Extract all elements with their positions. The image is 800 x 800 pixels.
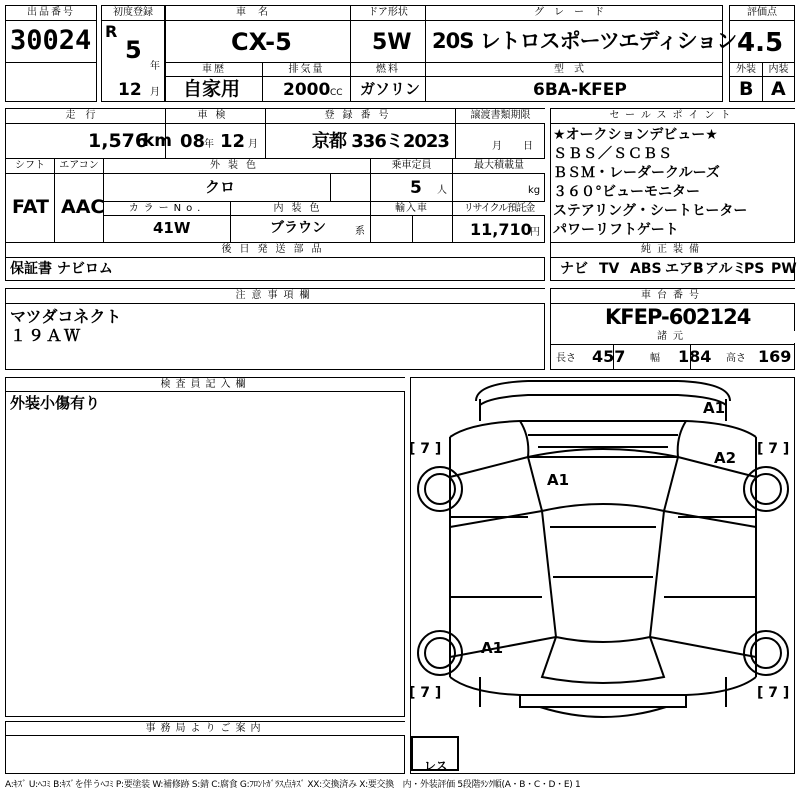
later-parts-label: 後日発送部品 [6,243,545,257]
car-diagram [410,377,795,774]
note-line-2: １９ＡＷ [10,326,83,345]
legend: A:ｷｽﾞ U:ﾍｺﾐ B:ｷｽﾞを伴うﾍｺﾐ P:要塗装 W:補修跡 S:錆 C:腐食 G:ﾌﾛﾝﾄｶﾞﾗｽ点ｷｽﾞ XX:交換済み X:要交換 内・外装評価 5段階ﾗﾝｸ順(A・B・C・D・E) 1 [5,780,581,790]
mileage: 1,576 [88,130,149,152]
shift-label: シフト [6,159,54,173]
aircon: AAC [61,196,105,218]
colorno-label: カラーNo. [104,202,230,215]
spare-tire: レス [424,759,448,773]
inspector-box [5,377,405,717]
height-label: 高さ [726,353,746,364]
rear-window [542,637,664,683]
width-label: 幅 [650,353,660,364]
car-name: CX-5 [231,28,292,56]
sales-point-4: ３６０°ビューモニター [553,184,700,200]
import-label: 輸入車 [371,202,452,215]
note-line-1: マツダコネクト [10,307,122,326]
car-name-label: 車名 [166,6,350,20]
month-unit: 月 [150,87,160,98]
exterior-grade: B [739,78,754,100]
dims-label: 諸元 [551,331,795,343]
tire-mark-fl: [ 7 ] [409,441,442,457]
grade-label: グレード [426,6,722,20]
inspection-month: 12 [220,131,246,152]
overall-score: 4.5 [737,28,784,58]
equip-navi: ナビ [560,261,588,277]
equip-abs: ABS [630,261,662,277]
damage-mark-windshield: A1 [547,471,570,489]
inspection-month-unit: 月 [248,139,258,150]
sales-point-6: パワーリフトゲート [553,222,679,238]
mileage-label: 走行 [6,109,165,123]
equip-tv: TV [599,261,620,277]
maxload-unit: kg [528,185,541,196]
door-type: 5W [372,30,412,55]
int-color-label: 内装色 [231,202,370,215]
color-number: 41W [153,219,191,237]
length: 457 [592,347,626,366]
recycle-fee: 11,710 [470,220,532,239]
sales-point-2: ＳＢＳ／ＳＣＢＳ [553,146,673,162]
grade: 20S レトロスポーツエディション [432,29,737,53]
equip-alloy: アルミ [705,261,747,277]
score-label: 評価点 [730,6,794,20]
inspection-year: 08 [180,131,206,152]
exterior-label: 外装 [730,63,762,76]
width: 184 [678,347,712,366]
interior-grade: A [771,78,786,100]
equip-airbag: エアB [665,261,704,277]
exterior-color: クロ [205,178,236,196]
history: 自家用 [183,78,241,100]
displacement: 2000 [283,80,331,100]
shift: FAT [12,196,49,218]
damage-mark-right-fender: A2 [714,449,737,467]
recycle-label: リサイクル預託金 [453,202,545,215]
displacement-label: 排気量 [263,63,350,76]
ac-label: エアコン [55,159,103,173]
lot-label: 出品番号 [6,6,96,20]
equip-ps: PS [744,261,765,277]
inspection-year-unit: 年 [204,139,214,150]
chassis-number: KFEP-602124 [605,305,751,329]
interior-label: 内装 [763,63,794,76]
front-bumper [476,381,730,421]
sales-points-label: セールスポイント [551,109,795,123]
regno-label: 登録番号 [266,109,455,123]
interior-color: ブラウン [270,220,326,236]
door-label: ドア形状 [351,6,425,20]
chassis-label: 車台番号 [551,289,795,303]
sales-point-1: ★オークションデビュー★ [553,127,718,143]
rear-bumper [520,695,686,717]
inspection-label: 車検 [166,109,265,123]
displacement-unit: CC [330,88,343,98]
right-doors [650,457,756,657]
tire-mark-rl: [ 7 ] [409,685,442,701]
int-color-unit: 系 [355,226,365,237]
lot-number: 30024 [10,25,92,56]
length-label: 長さ [556,353,576,364]
inspector-label: 検査員記入欄 [6,378,405,391]
fuel: ガソリン [360,80,421,98]
tire-mark-rr: [ 7 ] [757,685,790,701]
equip-pw: PW [771,261,797,277]
first-reg-month: 12 [118,80,142,100]
transfer-day: 日 [523,141,533,152]
transfer-label: 譲渡書類期限 [456,109,545,123]
notes-label: 注意事項欄 [6,289,545,303]
fuel-label: 燃料 [351,63,425,76]
maxload-label: 最大積載量 [453,159,545,173]
era: R [105,22,118,41]
ext-color-label: 外装色 [104,159,370,173]
tire-mark-fr: [ 7 ] [757,441,790,457]
recycle-unit: 円 [530,227,540,238]
model-label: 型式 [426,63,722,76]
office-label: 事務局よりご案内 [6,722,405,735]
capacity-unit: 人 [437,185,447,196]
transfer-month: 月 [492,141,502,152]
registration-number: 京都 336ミ2023 [312,131,449,152]
equipment-label: 純正装備 [551,243,795,257]
left-doors [450,457,556,657]
height: 169 [758,347,792,366]
damage-mark-front-bumper: A1 [703,399,726,417]
hood [520,421,686,457]
sales-point-3: ＢＳＭ・レーダークルーズ [553,165,720,181]
history-label: 車歴 [166,63,262,76]
sales-point-5: ステアリング・シートヒーター [553,203,748,219]
capacity-label: 乗車定員 [371,159,452,173]
capacity: 5 [410,178,422,198]
mileage-unit: km [143,131,173,151]
first-reg-label: 初度登録 [102,6,164,20]
damage-mark-left-rear: A1 [481,639,504,657]
later-parts: 保証書 ナビロム [10,261,113,277]
first-reg-year: 5 [125,36,142,64]
year-unit: 年 [150,61,160,72]
inspector-comment: 外装小傷有り [10,394,101,412]
model-code: 6BA-KFEP [533,80,627,100]
